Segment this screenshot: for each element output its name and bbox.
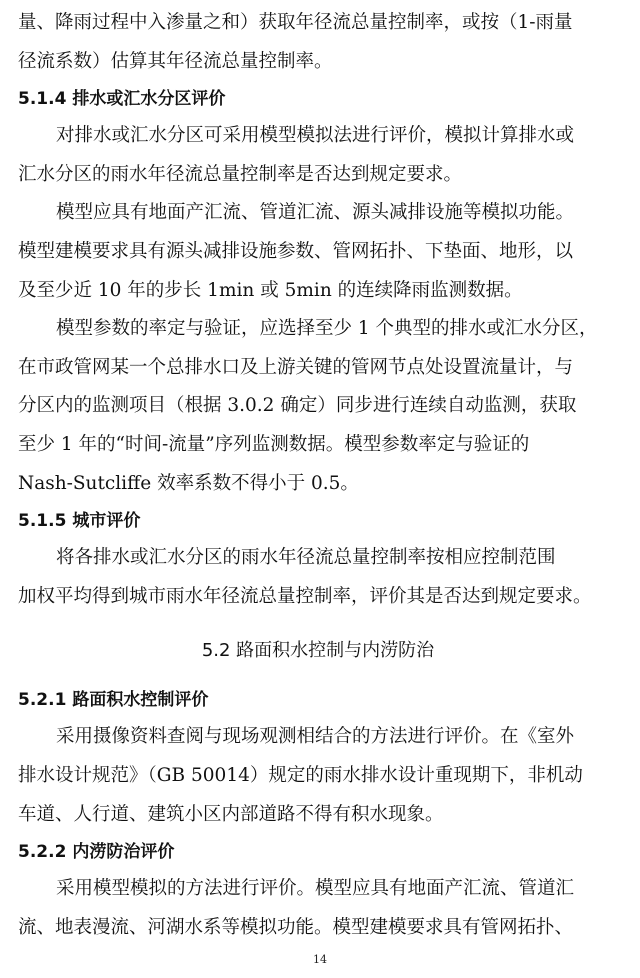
paragraph-5-1-5: [18, 539, 618, 616]
text-line: 模型参数的率定与验证，应选择至少 1 个典型的排水或汇水分区，: [56, 318, 598, 340]
paragraph-5-1-4-a: [18, 117, 618, 194]
section-title-5-2: 5.2 路面积水控制与内涝防治: [201, 640, 435, 662]
section-heading-5-2-1: 5.2.1 路面积水控制评价: [18, 690, 209, 711]
paragraph-5-1-4-c: [18, 310, 618, 503]
paragraph-5-2-2: [18, 870, 618, 947]
text-line: 车道、人行道、建筑小区内部道路不得有积水现象。: [18, 803, 444, 825]
page-number: 14: [313, 953, 327, 966]
paragraph-5-1-4-b: [18, 194, 618, 310]
text-line: 汇水分区的雨水年径流总量控制率是否达到规定要求。: [18, 163, 463, 185]
text-line: 将各排水或汇水分区的雨水年径流总量控制率按相应控制范围: [56, 547, 556, 569]
section-heading-5-1-4: 5.1.4 排水或汇水分区评价: [18, 89, 226, 110]
text-line: 加权平均得到城市雨水年径流总量控制率，评价其是否达到规定要求。: [18, 585, 592, 607]
text-line: 至少 1 年的“时间-流量”序列监测数据。模型参数率定与验证的: [18, 433, 530, 455]
text-line: 分区内的监测项目（根据 3.0.2 确定）同步进行连续自动监测，获取: [18, 395, 577, 417]
text-line: 采用模型模拟的方法进行评价。模型应具有地面产汇流、管道汇: [56, 878, 575, 900]
text-line: 模型应具有地面产汇流、管道汇流、源头减排设施等模拟功能。: [56, 202, 575, 224]
text-line: 及至少近 10 年的步长 1min 或 5min 的连续降雨监测数据。: [18, 279, 523, 301]
text-line: Nash-Sutcliffe 效率系数不得小于 0.5。: [18, 472, 359, 494]
text-line: 量、降雨过程中入渗量之和）获取年径流总量控制率，或按（1-雨量: [18, 12, 573, 33]
section-heading-5-1-5: 5.1.5 城市评价: [18, 511, 141, 532]
text-line: 径流系数）估算其年径流总量控制率。: [18, 50, 333, 72]
text-line: 排水设计规范》（GB 50014）规定的雨水排水设计重现期下，非机动: [18, 764, 583, 786]
section-heading-5-2-2: 5.2.2 内涝防治评价: [18, 842, 175, 863]
paragraph-intro: [18, 4, 618, 81]
text-line: 在市政管网某一个总排水口及上游关键的管网节点处设置流量计，与: [18, 356, 574, 378]
paragraph-5-2-1: [18, 718, 618, 834]
text-line: 流、地表漫流、河湖水系等模拟功能。模型建模要求具有管网拓扑、: [18, 916, 574, 938]
text-line: 对排水或汇水分区可采用模型模拟法进行评价，模拟计算排水或: [56, 125, 575, 147]
text-line: 模型建模要求具有源头减排设施参数、管网拓扑、下垫面、地形，以: [18, 240, 574, 262]
text-line: 采用摄像资料查阅与现场观测相结合的方法进行评价。在《室外: [56, 726, 575, 748]
